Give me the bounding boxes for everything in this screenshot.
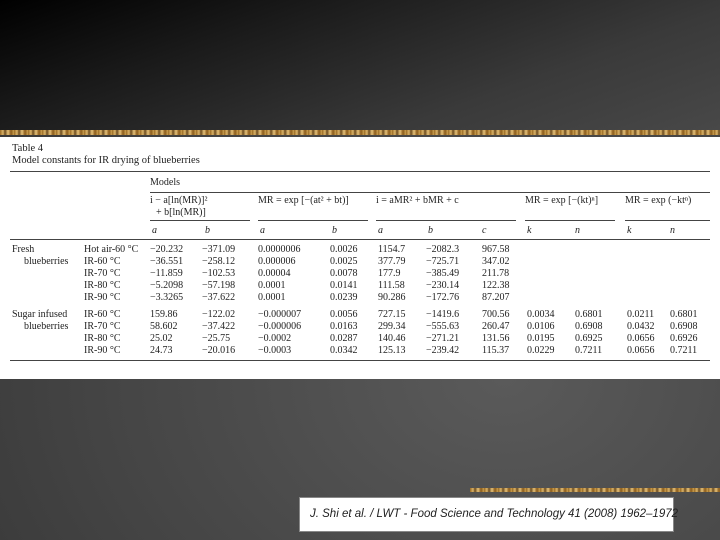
table-cell: −0.000006 — [258, 321, 302, 332]
table-cell: −172.76 — [426, 292, 460, 303]
table-cell: 0.6908 — [670, 321, 698, 332]
dark-header-band — [0, 0, 720, 130]
table-cell: −0.000007 — [258, 309, 302, 320]
param-header: a — [378, 225, 383, 236]
table-cell: 24.73 — [150, 345, 173, 356]
table-cell: 0.0163 — [330, 321, 358, 332]
table-cell: −271.21 — [426, 333, 460, 344]
table-cell: 700.56 — [482, 309, 510, 320]
row-condition: Hot air-60 °C — [84, 244, 139, 255]
model-eq-5: MR = exp (−ktⁿ) — [625, 195, 692, 206]
table-cell: −20.016 — [202, 345, 236, 356]
table-cell: 0.0195 — [527, 333, 555, 344]
row-condition: IR-90 °C — [84, 292, 121, 303]
model-eq-2: MR = exp [−(at² + bt)] — [258, 195, 349, 206]
table-cell: −385.49 — [426, 268, 460, 279]
table-cell: 0.0034 — [527, 309, 555, 320]
group-label: Sugar infused — [12, 309, 68, 320]
table-cell: −555.63 — [426, 321, 460, 332]
row-condition: IR-60 °C — [84, 309, 121, 320]
table-cell: 0.0001 — [258, 292, 286, 303]
table-cell: 0.0656 — [627, 345, 655, 356]
table-cell: 0.6926 — [670, 333, 698, 344]
eq-rule-5 — [625, 220, 710, 221]
group-label: blueberries — [24, 256, 69, 267]
eq-rule-3 — [376, 220, 516, 221]
row-condition: IR-70 °C — [84, 321, 121, 332]
row-condition: IR-90 °C — [84, 345, 121, 356]
table-cell: −57.198 — [202, 280, 236, 291]
param-header: b — [332, 225, 337, 236]
table-cell: −725.71 — [426, 256, 460, 267]
param-header: k — [527, 225, 532, 236]
table-cell: 122.38 — [482, 280, 510, 291]
citation-text: J. Shi et al. / LWT - Food Science and Technology 41 (2008) 1962–1972 — [310, 508, 679, 520]
model-eq-4: MR = exp [−(kt)ⁿ] — [525, 195, 599, 206]
eq-rule-1 — [150, 220, 250, 221]
table-cell: 0.0287 — [330, 333, 358, 344]
table-cell: 0.000006 — [258, 256, 296, 267]
table-cell: 0.7211 — [670, 345, 698, 356]
table-cell: −5.2098 — [150, 280, 184, 291]
group-label: Fresh — [12, 244, 35, 255]
table-cell: 0.0141 — [330, 280, 358, 291]
row-condition: IR-60 °C — [84, 256, 121, 267]
table-image — [0, 137, 720, 379]
table-cell: −25.75 — [202, 333, 231, 344]
table-cell: 125.13 — [378, 345, 406, 356]
table-cell: 87.207 — [482, 292, 510, 303]
table-cell: 131.56 — [482, 333, 510, 344]
model-eq-3: i = aMR² + bMR + c — [376, 195, 459, 206]
row-condition: IR-80 °C — [84, 333, 121, 344]
table-cell: −1419.6 — [426, 309, 460, 320]
eq-rule-4 — [525, 220, 615, 221]
table-cell: 0.0342 — [330, 345, 358, 356]
param-header: a — [260, 225, 265, 236]
row-condition: IR-70 °C — [84, 268, 121, 279]
table-cell: −3.3265 — [150, 292, 184, 303]
param-header: k — [627, 225, 632, 236]
decorative-stripe-bottom — [470, 488, 720, 492]
table-cell: 0.0025 — [330, 256, 358, 267]
table-cell: 299.34 — [378, 321, 406, 332]
table-cell: 25.02 — [150, 333, 173, 344]
table-number: Table 4 — [12, 143, 44, 154]
table-cell: 0.6925 — [575, 333, 603, 344]
table-cell: 967.58 — [482, 244, 510, 255]
param-header: b — [428, 225, 433, 236]
table-cell: 0.6908 — [575, 321, 603, 332]
table-cell: 260.47 — [482, 321, 510, 332]
table-cell: −37.622 — [202, 292, 236, 303]
table-cell: 0.0432 — [627, 321, 655, 332]
table-cell: 0.6801 — [670, 309, 698, 320]
table-cell: 377.79 — [378, 256, 406, 267]
table-cell: 211.78 — [482, 268, 510, 279]
table-cell: 0.0239 — [330, 292, 358, 303]
param-header: c — [482, 225, 487, 236]
table-cell: −102.53 — [202, 268, 236, 279]
table-cell: 140.46 — [378, 333, 406, 344]
table-cell: 0.0106 — [527, 321, 555, 332]
citation-box — [299, 497, 679, 532]
param-header: b — [205, 225, 210, 236]
table-cell: 727.15 — [378, 309, 406, 320]
table-cell: 0.0026 — [330, 244, 358, 255]
param-header: n — [575, 225, 580, 236]
param-header: a — [152, 225, 157, 236]
decorative-stripe-top — [0, 130, 720, 135]
table-caption: Model constants for IR drying of blueberries — [12, 155, 200, 166]
table-cell: 1154.7 — [378, 244, 406, 255]
table-cell: −20.232 — [150, 244, 184, 255]
table-cell: 0.00004 — [258, 268, 291, 279]
table-cell: −122.02 — [202, 309, 236, 320]
models-rule — [150, 192, 710, 193]
table-cell: 0.7211 — [575, 345, 603, 356]
model-eq-1-cont: + b[ln(MR)] — [156, 207, 206, 218]
table-cell: 0.0078 — [330, 268, 358, 279]
table-cell: −371.09 — [202, 244, 236, 255]
table-cell: 0.0211 — [627, 309, 655, 320]
table-cell: −239.42 — [426, 345, 460, 356]
table-cell: −258.12 — [202, 256, 236, 267]
models-header: Models — [150, 177, 180, 188]
table-cell: 0.6801 — [575, 309, 603, 320]
top-rule — [10, 171, 710, 172]
row-condition: IR-80 °C — [84, 280, 121, 291]
eq-rule-2 — [258, 220, 368, 221]
header-rule — [10, 239, 710, 240]
table-cell: 0.0656 — [627, 333, 655, 344]
table-cell: −230.14 — [426, 280, 460, 291]
table-cell: 0.0229 — [527, 345, 555, 356]
table-cell: −2082.3 — [426, 244, 460, 255]
table-cell: −37.422 — [202, 321, 236, 332]
table-cell: −36.551 — [150, 256, 184, 267]
table-cell: −0.0002 — [258, 333, 292, 344]
model-eq-1: i − a[ln(MR)]² — [150, 195, 208, 206]
table-cell: 58.602 — [150, 321, 178, 332]
table-cell: 0.0056 — [330, 309, 358, 320]
group-label: blueberries — [24, 321, 69, 332]
table-cell: 0.0001 — [258, 280, 286, 291]
table-cell: 0.0000006 — [258, 244, 301, 255]
table-cell: 347.02 — [482, 256, 510, 267]
table-cell: 177.9 — [378, 268, 401, 279]
param-header: n — [670, 225, 675, 236]
bottom-rule — [10, 360, 710, 361]
table-cell: 90.286 — [378, 292, 406, 303]
table-cell: −11.859 — [150, 268, 183, 279]
table-cell: −0.0003 — [258, 345, 292, 356]
table-cell: 115.37 — [482, 345, 510, 356]
table-cell: 159.86 — [150, 309, 178, 320]
table-cell: 111.58 — [378, 280, 405, 291]
